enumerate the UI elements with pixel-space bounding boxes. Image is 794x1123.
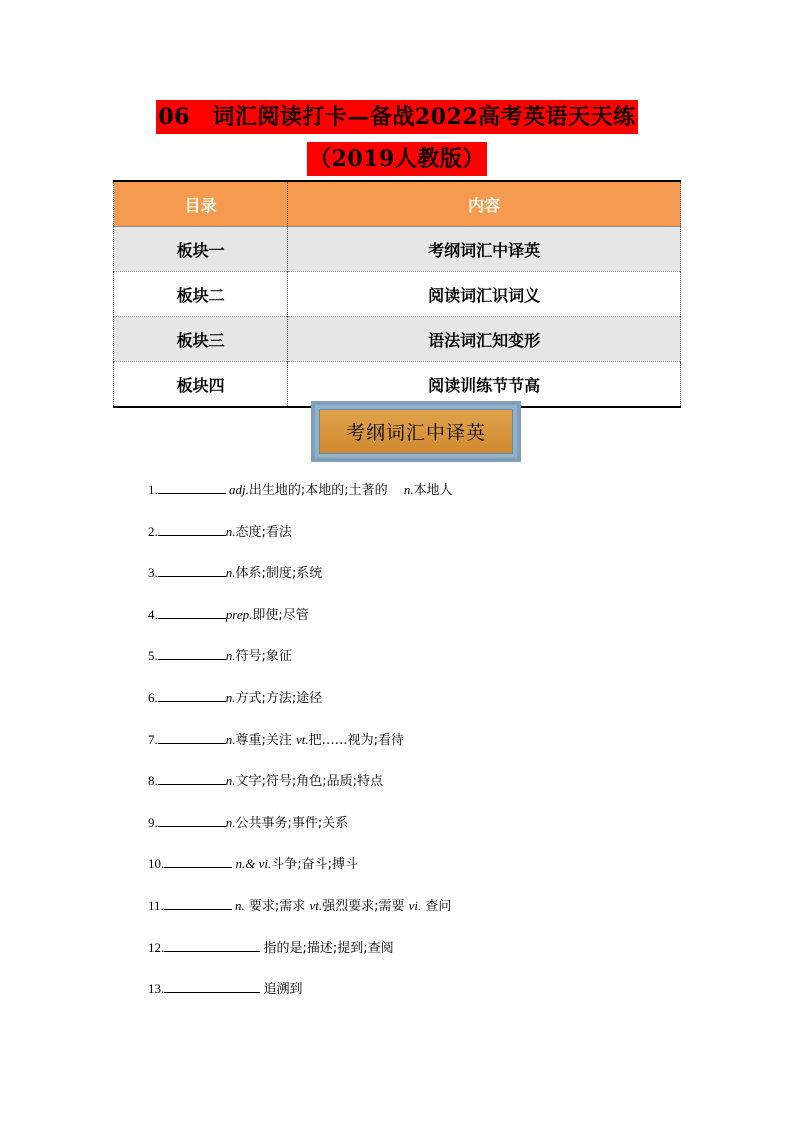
title-line-1: 06 词汇阅读打卡—备战2022高考英语天天练: [156, 100, 637, 134]
answer-blank[interactable]: [158, 563, 226, 577]
item-number: 6.: [148, 689, 158, 705]
list-item: [148, 522, 708, 564]
section-name: 板块三: [114, 317, 288, 362]
answer-blank[interactable]: [158, 646, 226, 660]
table-row: [114, 272, 681, 317]
table-row: [114, 317, 681, 362]
answer-blank[interactable]: [164, 854, 232, 868]
list-item: [148, 854, 708, 896]
section-content: 语法词汇知变形: [288, 317, 681, 362]
definition: 文字;符号;角色;品质;特点: [235, 774, 384, 790]
item-number: 3.: [148, 565, 158, 581]
definition: 符号;象征: [235, 649, 292, 665]
item-number: 13.: [148, 981, 165, 997]
list-item: [148, 771, 708, 813]
section-name: 板块四: [114, 362, 288, 408]
definition: 态度;看法: [235, 524, 292, 540]
list-item: [148, 730, 708, 772]
part-of-speech: n.: [225, 565, 236, 581]
definition-2: 把……视为;看待: [308, 732, 405, 748]
answer-blank[interactable]: [158, 522, 226, 536]
part-of-speech: adj.: [229, 482, 249, 497]
answer-blank[interactable]: [164, 938, 260, 952]
part-of-speech-3: vi.: [408, 897, 422, 913]
part-of-speech: n.: [235, 897, 245, 913]
section-name: 板块二: [114, 272, 288, 317]
answer-blank[interactable]: [158, 813, 226, 827]
item-number: 10.: [148, 856, 165, 872]
part-of-speech: n.& vi.: [235, 856, 272, 872]
part-of-speech: n.: [225, 731, 236, 747]
definition: 尊重;关注: [235, 732, 297, 748]
section-content: 阅读训练节节高: [288, 362, 681, 408]
vocabulary-list: [148, 480, 708, 1021]
item-number: 2.: [148, 523, 158, 539]
title-line-2: （2019人教版）: [307, 142, 487, 176]
list-item: [148, 646, 708, 688]
list-item: [148, 480, 708, 522]
item-number: 9.: [148, 814, 158, 830]
definition-2: 强烈要求;需要: [322, 898, 409, 914]
list-item: [148, 813, 708, 855]
list-item: [148, 896, 708, 938]
part-of-speech-2: vt.: [309, 897, 323, 913]
definition: 方式;方法;途径: [235, 690, 323, 706]
section-content: 考纲词汇中译英: [288, 227, 681, 272]
definition-2: 本地人: [413, 483, 453, 498]
list-item: [148, 563, 708, 605]
list-item: [148, 688, 708, 730]
section-name: 板块一: [114, 227, 288, 272]
answer-blank[interactable]: [158, 688, 226, 702]
part-of-speech: n.: [225, 773, 236, 789]
list-item: [148, 979, 708, 1021]
header-content: 内容: [288, 181, 681, 227]
definition: 指的是;描述;提到;查阅: [263, 940, 394, 956]
definition: 斗争;奋斗;搏斗: [271, 857, 359, 873]
table-header-row: [114, 181, 681, 227]
definition: 要求;需求: [244, 898, 310, 914]
header-contents: 目录: [114, 181, 288, 227]
definition: 追溯到: [263, 982, 303, 998]
part-of-speech: n.: [225, 648, 236, 664]
definition: 出生地的;本地的;土著的: [248, 483, 401, 498]
answer-blank[interactable]: [164, 979, 260, 993]
item-number: 11.: [148, 897, 164, 913]
list-item: [148, 938, 708, 980]
part-of-speech: n.: [225, 689, 236, 705]
item-number: 1.: [148, 482, 158, 497]
contents-table: [113, 180, 681, 408]
answer-blank[interactable]: [158, 605, 226, 619]
answer-blank[interactable]: [158, 480, 226, 494]
section-content: 阅读词汇识词义: [288, 272, 681, 317]
definition: 体系;制度;系统: [235, 566, 323, 582]
part-of-speech-2: n.: [403, 482, 414, 497]
item-number: 4.: [148, 606, 158, 622]
item-number: 8.: [148, 773, 158, 789]
item-number: 12.: [148, 939, 165, 955]
answer-blank[interactable]: [158, 730, 226, 744]
table-row: [114, 227, 681, 272]
item-number: 5.: [148, 648, 158, 664]
part-of-speech: n.: [225, 814, 236, 830]
part-of-speech: prep.: [225, 606, 253, 622]
list-item: [148, 605, 708, 647]
answer-blank[interactable]: [158, 771, 226, 785]
section-heading: 考纲词汇中译英: [319, 409, 513, 454]
definition-3: 查问: [421, 898, 452, 914]
answer-blank[interactable]: [164, 896, 232, 910]
definition: 公共事务;事件;关系: [235, 815, 349, 831]
document-title: [0, 100, 794, 176]
definition: 即使;尽管: [252, 607, 309, 623]
part-of-speech-2: vt.: [296, 731, 309, 747]
part-of-speech: n.: [225, 523, 236, 539]
item-number: 7.: [148, 731, 158, 747]
section-heading-box: [311, 401, 521, 462]
